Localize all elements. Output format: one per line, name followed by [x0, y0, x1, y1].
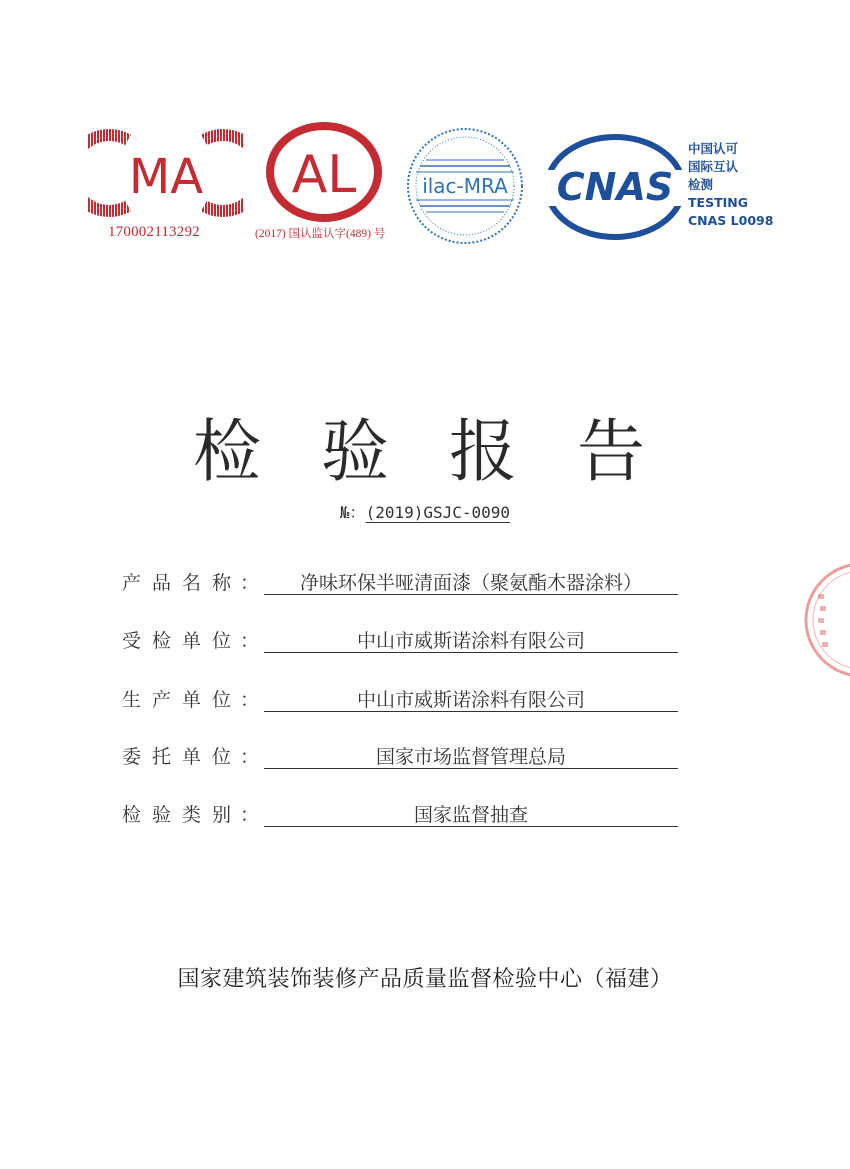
- field-label: 受检单位: [122, 630, 243, 652]
- cnas-line-3: 检测: [688, 177, 714, 192]
- cnas-line-2: 国际互认: [688, 159, 739, 174]
- field-value: 净味环保半哑清面漆（聚氨酯木器涂料）: [299, 572, 642, 594]
- cal-logo-text: AL: [291, 145, 357, 205]
- cma-number: 170002113292: [108, 224, 200, 240]
- field-value: 中山市威斯诺涂料有限公司: [356, 689, 585, 711]
- field-underline: [264, 594, 678, 595]
- cal-caption: (2017) 国认监认字(489) 号: [255, 228, 386, 240]
- field-label: 生产单位: [122, 689, 243, 711]
- field-underline: [264, 652, 678, 653]
- ilac-mra-logo: [404, 126, 526, 246]
- report-number-value: (2019)GSJC-0090: [365, 503, 511, 522]
- field-label: 产品名称: [122, 572, 243, 594]
- field-value: 中山市威斯诺涂料有限公司: [356, 630, 585, 652]
- field-colon: ：: [240, 746, 260, 768]
- field-value: 国家监督抽查: [413, 804, 528, 826]
- cnas-caption: [688, 140, 773, 230]
- cnas-line-5: CNAS L0098: [688, 213, 774, 228]
- cal-logo: [264, 122, 384, 222]
- cnas-line-1: 中国认可: [688, 141, 739, 156]
- cma-logo: [88, 128, 244, 218]
- field-production-unit: [122, 685, 682, 715]
- field-underline: [264, 826, 678, 827]
- field-colon: ：: [240, 630, 260, 652]
- cnas-line-4: TESTING: [688, 195, 748, 210]
- field-underline: [264, 768, 678, 769]
- report-title: 检验报告: [192, 413, 705, 492]
- field-colon: ：: [240, 804, 260, 826]
- field-underline: [264, 711, 678, 712]
- field-label: 委托单位: [122, 746, 243, 768]
- field-label: 检验类别: [122, 804, 243, 826]
- cnas-logo-text: CNAS: [556, 165, 674, 209]
- issuing-organization: 国家建筑装饰装修产品质量监督检验中心（福建）: [177, 967, 673, 992]
- field-commissioning-unit: [122, 742, 682, 772]
- field-colon: ：: [240, 689, 260, 711]
- red-seal-stamp: [800, 560, 850, 684]
- cnas-logo: [544, 134, 686, 240]
- field-inspected-unit: [122, 626, 682, 656]
- ilac-logo-text: ilac-MRA: [422, 174, 508, 198]
- report-number: [0, 500, 850, 523]
- report-number-prefix: №：: [339, 503, 366, 522]
- cma-logo-text: MA: [128, 149, 204, 205]
- field-value: 国家市场监督管理总局: [375, 746, 566, 768]
- field-product-name: [122, 568, 682, 598]
- field-inspection-type: [122, 800, 682, 830]
- field-colon: ：: [240, 572, 260, 594]
